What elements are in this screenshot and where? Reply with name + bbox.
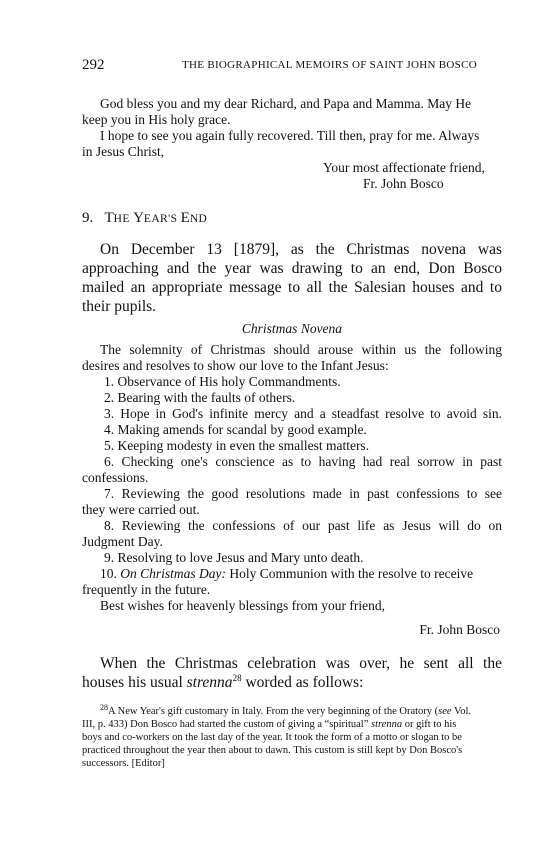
- footnote-line: boys and co-workers on the last day of the year. It took the form of a motto or slogan to be: [82, 732, 462, 743]
- section-title-part: ND: [189, 213, 208, 225]
- novena-item: 6. Checking one's conscience as to having had real sorrow in past: [104, 454, 502, 469]
- section-title-part: T: [104, 210, 114, 226]
- item-italic: On Christmas Day:: [120, 566, 227, 581]
- novena-wishes: Best wishes for heavenly blessings from your friend,: [100, 598, 385, 613]
- footnote-marker: 28: [100, 703, 108, 712]
- running-header: [82, 57, 502, 75]
- novena-signature: Fr. John Bosco: [419, 622, 500, 637]
- intro-line: approaching and the year was drawing to an end, Don Bosco: [82, 260, 502, 277]
- footnote-text: Vol.: [451, 706, 472, 717]
- novena-item: 5. Keeping modesty in even the smallest matters.: [104, 438, 370, 453]
- closing-line: When the Christmas celebration was over, he sent all the: [100, 655, 502, 672]
- running-title: THE BIOGRAPHICAL MEMOIRS OF SAINT JOHN BOSCO: [182, 59, 477, 71]
- novena-item: 2. Bearing with the faults of others.: [104, 390, 296, 405]
- letter-line: keep you in His holy grace.: [82, 112, 231, 127]
- closing-italic: strenna: [186, 674, 233, 691]
- footnote-italic: see: [438, 706, 452, 717]
- section-title-part: HE: [113, 213, 134, 225]
- closing-text: worded as follows:: [241, 674, 364, 691]
- footnote-text: A New Year's gift customary in Italy. From the very beginning of the Oratory (: [108, 706, 439, 717]
- novena-item: 1. Observance of His holy Commandments.: [104, 374, 341, 389]
- intro-line: their pupils.: [82, 298, 157, 315]
- novena-item-cont: frequently in the future.: [82, 582, 211, 597]
- footnote-ref[interactable]: 28: [232, 673, 242, 683]
- novena-item-cont: Judgment Day.: [82, 534, 163, 549]
- novena-item: 8. Reviewing the confessions of our past life as Jesus will do on: [104, 518, 502, 533]
- letter-line: God bless you and my dear Richard, and Papa and Mamma. May He: [100, 96, 472, 111]
- letter-closing: Your most affectionate friend,: [323, 160, 485, 175]
- novena-line: The solemnity of Christmas should arouse within us the following: [100, 342, 502, 357]
- footnote-italic: strenna: [370, 719, 403, 730]
- novena-item: 4. Making amends for scandal by good example.: [104, 422, 367, 437]
- intro-line: mailed an appropriate message to all the Salesian houses and to: [82, 279, 502, 296]
- closing-text: houses his usual: [82, 674, 187, 691]
- closing-line: [82, 673, 502, 692]
- section-title-part: Y: [133, 210, 144, 226]
- novena-item: 3. Hope in God's infinite mercy and a steadfast resolve to avoid sin.: [104, 406, 502, 421]
- novena-item: 7. Reviewing the good resolutions made in past confessions to see: [104, 486, 502, 501]
- footnote-line: practiced throughout the year then about to dawn. This custom is still kept by Don Bosco's: [82, 745, 463, 756]
- item-number: 10.: [100, 566, 117, 581]
- footnote-line: [82, 719, 502, 732]
- section-title-part: E: [180, 210, 190, 226]
- footnote-line: [82, 703, 520, 719]
- section-title-part: EAR'S: [143, 213, 181, 225]
- item-text: Holy Communion with the resolve to receive: [226, 566, 474, 581]
- intro-line: On December 13 [1879], as the Christmas novena was: [100, 241, 502, 258]
- section-number: 9.: [82, 210, 94, 226]
- page-number: 292: [82, 57, 105, 73]
- novena-item-cont: they were carried out.: [82, 502, 200, 517]
- novena-item: 9. Resolving to love Jesus and Mary unto death.: [104, 550, 364, 565]
- letter-signature: Fr. John Bosco: [363, 176, 444, 191]
- section-heading: [82, 210, 502, 227]
- novena-item-10: [82, 566, 520, 582]
- novena-title: Christmas Novena: [241, 321, 343, 336]
- footnote-text: III, p. 433) Don Bosco had started the custom of giving a “spiritual”: [82, 719, 371, 730]
- novena-line: desires and resolves to show our love to the Infant Jesus:: [82, 358, 389, 373]
- novena-item-cont: confessions.: [82, 470, 149, 485]
- footnote-text: or gift to his: [402, 719, 457, 730]
- footnote-line: successors. [Editor]: [82, 758, 165, 769]
- letter-line: in Jesus Christ,: [82, 144, 165, 159]
- letter-line: I hope to see you again fully recovered. Till then, pray for me. Always: [100, 128, 480, 143]
